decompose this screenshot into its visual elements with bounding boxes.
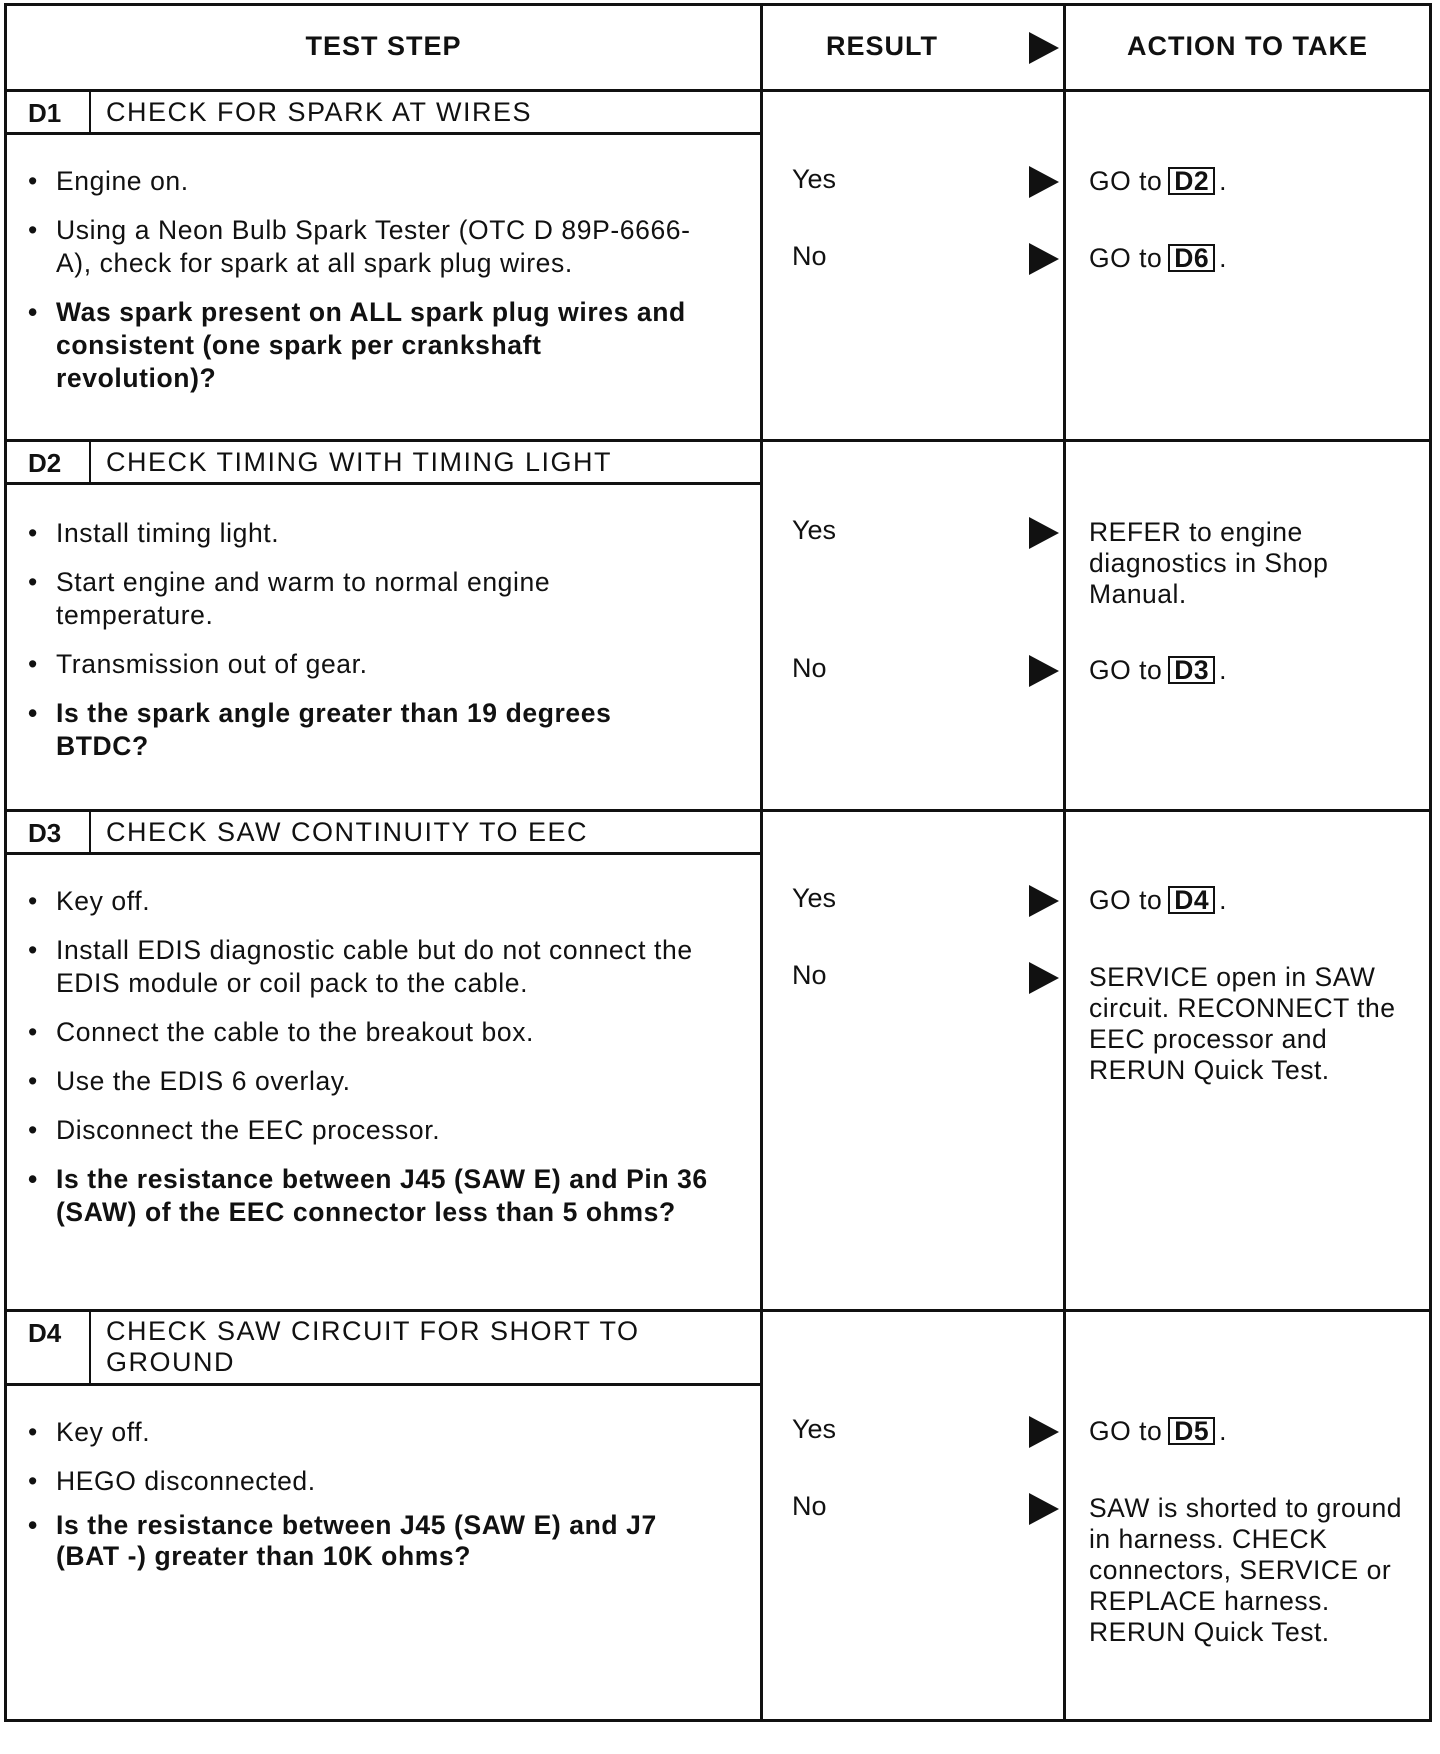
step-title: CHECK SAW CONTINUITY TO EEC	[106, 817, 589, 847]
action-suffix: .	[1219, 655, 1227, 685]
header-test-step: TEST STEP	[305, 30, 462, 61]
result-arrow-icon	[1029, 962, 1059, 994]
step-ref[interactable]: D3	[1168, 656, 1215, 684]
action-prefix: GO to	[1089, 243, 1163, 273]
step-id-divider	[89, 92, 91, 132]
row-divider	[4, 439, 1432, 442]
result-arrow-icon	[1029, 655, 1059, 687]
list-item: • Engine on.	[28, 165, 708, 198]
result-arrow-icon	[1029, 885, 1059, 917]
step-id: D2	[28, 448, 62, 478]
list-item: • Connect the cable to the breakout box.	[28, 1016, 718, 1049]
result-arrow-icon	[1029, 1493, 1059, 1525]
step-id-divider	[89, 1312, 91, 1383]
step-title: CHECK SAW CIRCUIT FOR SHORT TO GROUND	[106, 1316, 640, 1377]
action-text: SERVICE open in SAW circuit. RECONNECT the EEC processor and RERUN Quick Test.	[1089, 962, 1396, 1085]
action-text: SAW is shorted to ground in harness. CHECK connectors, SERVICE or REPLACE harness. RERUN Quick Test.	[1089, 1493, 1402, 1647]
step-question: • Was spark present on ALL spark plug wires and consistent (one spark per crankshaft revolution)?	[28, 296, 708, 395]
action-goto	[1089, 1416, 1227, 1447]
action-prefix: GO to	[1089, 1416, 1163, 1446]
row-divider	[4, 1309, 1432, 1312]
list-item: • Key off.	[28, 885, 718, 918]
step-title: CHECK FOR SPARK AT WIRES	[106, 97, 533, 127]
result-yes: Yes	[792, 1414, 837, 1444]
step-title-divider	[4, 132, 760, 135]
result-arrow-icon	[1029, 1416, 1059, 1448]
list-item: • Key off.	[28, 1416, 718, 1449]
step-ref[interactable]: D2	[1168, 167, 1215, 195]
result-yes: Yes	[792, 883, 837, 913]
action-goto	[1089, 243, 1227, 274]
step-title-divider	[4, 482, 760, 485]
step-title: CHECK TIMING WITH TIMING LIGHT	[106, 447, 613, 477]
column-divider-action	[1063, 3, 1066, 1722]
result-no: No	[792, 653, 827, 683]
step-title-divider	[4, 1383, 760, 1386]
step-bullets	[28, 885, 718, 1229]
action-suffix: .	[1219, 243, 1227, 273]
table-right-border	[1429, 3, 1432, 1722]
list-item: • HEGO disconnected.	[28, 1465, 718, 1498]
step-id-divider	[89, 442, 91, 482]
step-ref[interactable]: D6	[1168, 244, 1215, 272]
step-id: D3	[28, 818, 62, 848]
result-no: No	[792, 1491, 827, 1521]
result-yes: Yes	[792, 515, 837, 545]
action-prefix: GO to	[1089, 655, 1163, 685]
step-bullets	[28, 517, 708, 763]
step-question: • Is the resistance between J45 (SAW E) and J7 (BAT -) greater than 10K ohms?	[28, 1510, 718, 1572]
diagnostic-table	[4, 3, 1432, 1723]
table-left-border	[4, 3, 7, 1722]
list-item: • Using a Neon Bulb Spark Tester (OTC D 89P-6666-A), check for spark at all spark plug wires.	[28, 214, 708, 280]
step-title-divider	[4, 852, 760, 855]
step-ref[interactable]: D4	[1168, 886, 1215, 914]
result-arrow-icon	[1029, 243, 1059, 275]
action-suffix: .	[1219, 166, 1227, 196]
step-id: D1	[28, 98, 62, 128]
result-no: No	[792, 241, 827, 271]
result-arrow-icon	[1029, 166, 1059, 198]
header-divider	[4, 89, 1432, 92]
row-divider	[4, 809, 1432, 812]
column-divider-result	[760, 3, 763, 1722]
result-arrow-icon	[1029, 517, 1059, 549]
step-question: • Is the spark angle greater than 19 degrees BTDC?	[28, 697, 708, 763]
step-question: • Is the resistance between J45 (SAW E) and Pin 36 (SAW) of the EEC connector less than 5 ohms?	[28, 1163, 718, 1229]
action-prefix: GO to	[1089, 885, 1163, 915]
table-bottom-border	[4, 1719, 1432, 1722]
list-item: • Disconnect the EEC processor.	[28, 1114, 718, 1147]
step-bullets	[28, 165, 708, 395]
step-id-divider	[89, 812, 91, 852]
step-id: D4	[28, 1318, 62, 1348]
list-item: • Install EDIS diagnostic cable but do not connect the EDIS module or coil pack to the cable.	[28, 934, 718, 1000]
action-prefix: GO to	[1089, 166, 1163, 196]
header-arrow-icon	[1029, 32, 1059, 64]
header-action: ACTION TO TAKE	[1127, 30, 1368, 61]
action-text: REFER to engine diagnostics in Shop Manual.	[1089, 517, 1329, 609]
list-item: • Start engine and warm to normal engine temperature.	[28, 566, 708, 632]
header-result: RESULT	[826, 30, 938, 61]
action-goto	[1089, 655, 1227, 686]
action-goto	[1089, 885, 1227, 916]
action-goto	[1089, 166, 1227, 197]
result-yes: Yes	[792, 164, 837, 194]
list-item: • Use the EDIS 6 overlay.	[28, 1065, 718, 1098]
list-item: • Install timing light.	[28, 517, 708, 550]
action-suffix: .	[1219, 885, 1227, 915]
step-ref[interactable]: D5	[1168, 1417, 1215, 1445]
action-suffix: .	[1219, 1416, 1227, 1446]
list-item: • Transmission out of gear.	[28, 648, 708, 681]
step-bullets	[28, 1416, 718, 1572]
result-no: No	[792, 960, 827, 990]
